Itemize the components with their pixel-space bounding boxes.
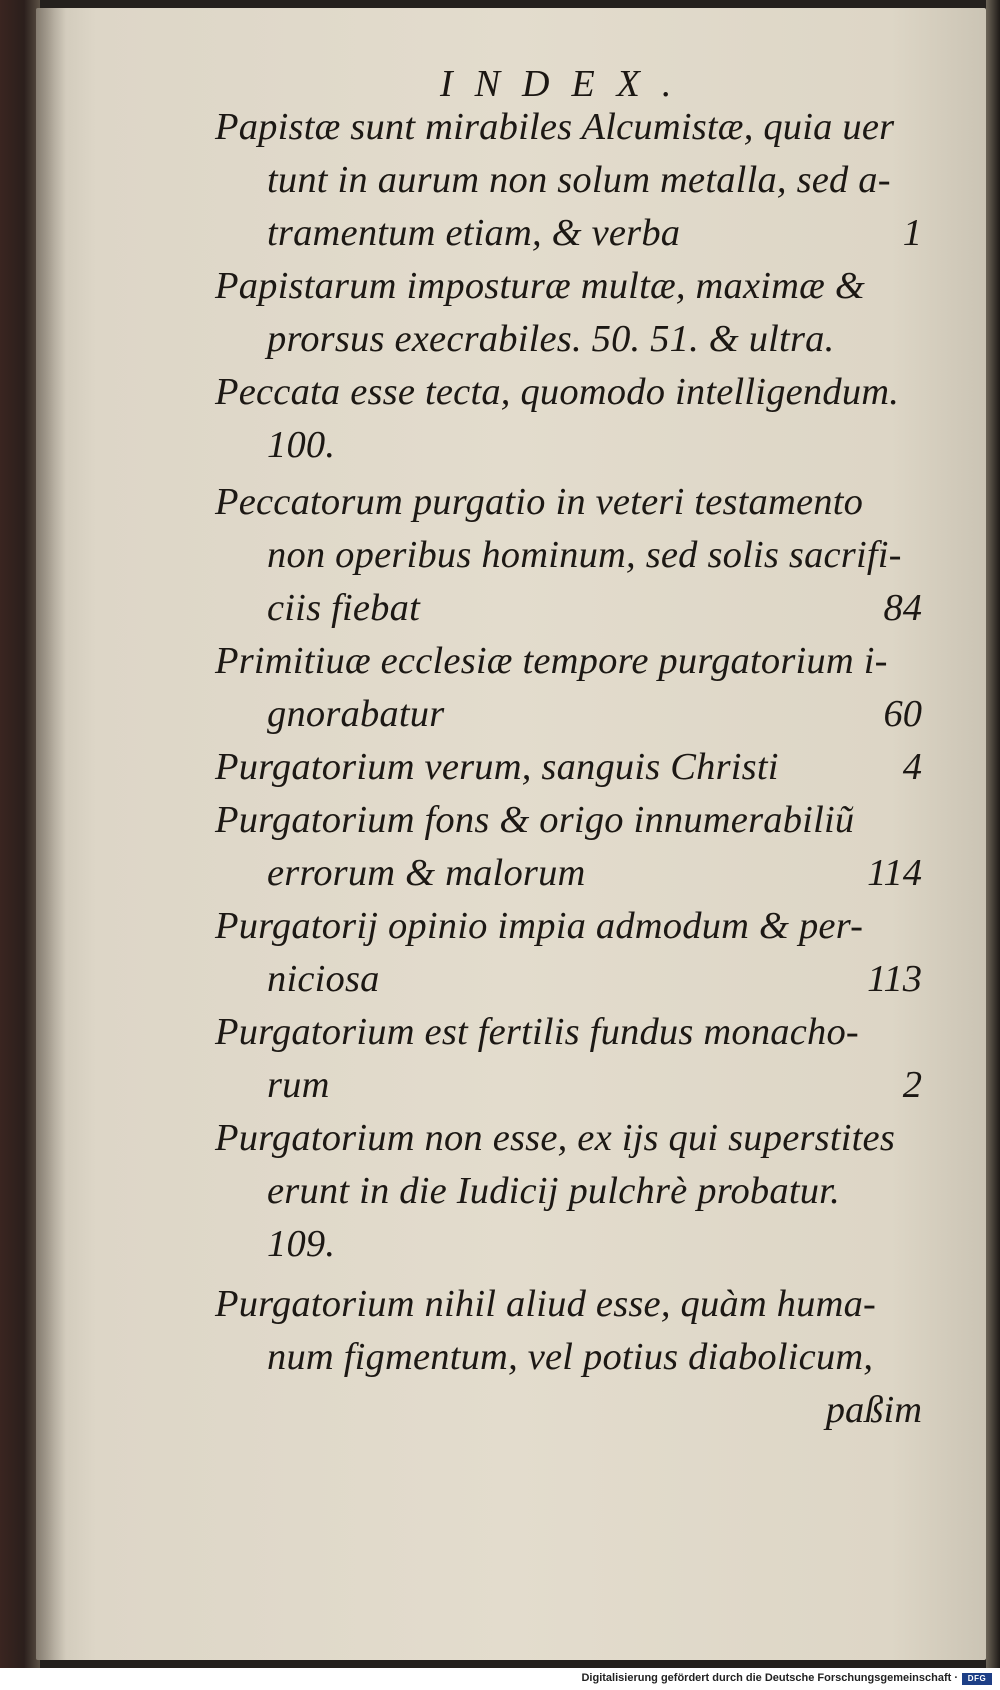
- entry-line: Papistarum imposturæ multæ, maximæ &: [215, 265, 865, 307]
- entry-line: non operibus hominum, sed solis sacrifi-: [267, 534, 902, 576]
- entry-line: Purgatorium verum, sanguis Christi: [215, 746, 779, 788]
- entry-line: tramentum etiam, & verba: [267, 212, 681, 254]
- entry-line: tunt in aurum non solum metalla, sed a-: [267, 159, 891, 201]
- catchword: paßim: [825, 1389, 922, 1431]
- page-number: 84: [883, 587, 922, 629]
- book-edge-right: [986, 0, 1000, 1668]
- entry-line: rum: [267, 1064, 330, 1106]
- entry-line: num figmentum, vel potius diabolicum,: [267, 1336, 874, 1378]
- entry-line: prorsus execrabiles. 50. 51. & ultra.: [267, 318, 835, 360]
- entry-line: erunt in die Iudicij pulchrè probatur.: [267, 1170, 840, 1212]
- page-number: 60: [883, 693, 922, 735]
- entry-line: Peccatorum purgatio in veteri testamento: [215, 481, 864, 523]
- page-number: 4: [902, 746, 922, 788]
- entry-line: ciis fiebat: [267, 587, 420, 629]
- dfg-logo: DFG: [962, 1673, 992, 1685]
- page-number: 114: [867, 852, 922, 894]
- entry-line: Papistæ sunt mirabiles Alcumistæ, quia uer: [215, 106, 895, 148]
- entry-line: gnorabatur: [267, 693, 445, 735]
- book-edge-left: [0, 0, 40, 1668]
- entry-line: Purgatorij opinio impia admodum & per-: [215, 905, 864, 947]
- page-number: 1: [902, 212, 922, 254]
- entry-line: 100.: [267, 424, 336, 466]
- entry-line: Purgatorium est fertilis fundus monacho-: [215, 1011, 859, 1053]
- entry-line: Purgatorium non esse, ex ijs qui superstites: [215, 1117, 896, 1159]
- entry-line: Primitiuæ ecclesiæ tempore purgatorium i-: [215, 640, 888, 682]
- digitization-credit: Digitalisierung gefördert durch die Deutsche Forschungsgemeinschaft ·: [581, 1672, 958, 1684]
- entry-line: niciosa: [267, 958, 380, 1000]
- entry-line: Purgatorium nihil aliud esse, quàm huma-: [215, 1283, 877, 1325]
- page-number: 2: [902, 1064, 922, 1106]
- page-number: 113: [867, 958, 922, 1000]
- entry-line: errorum & malorum: [267, 852, 586, 894]
- footer-bar: [0, 1670, 1000, 1690]
- running-title: INDEX.: [440, 63, 694, 105]
- entry-line: Purgatorium fons & origo innumerabiliũ: [215, 799, 855, 841]
- entry-line: 109.: [267, 1223, 336, 1265]
- entry-line: Peccata esse tecta, quomodo intelligendum.: [215, 371, 900, 413]
- page-gutter-shadow: [36, 8, 66, 1660]
